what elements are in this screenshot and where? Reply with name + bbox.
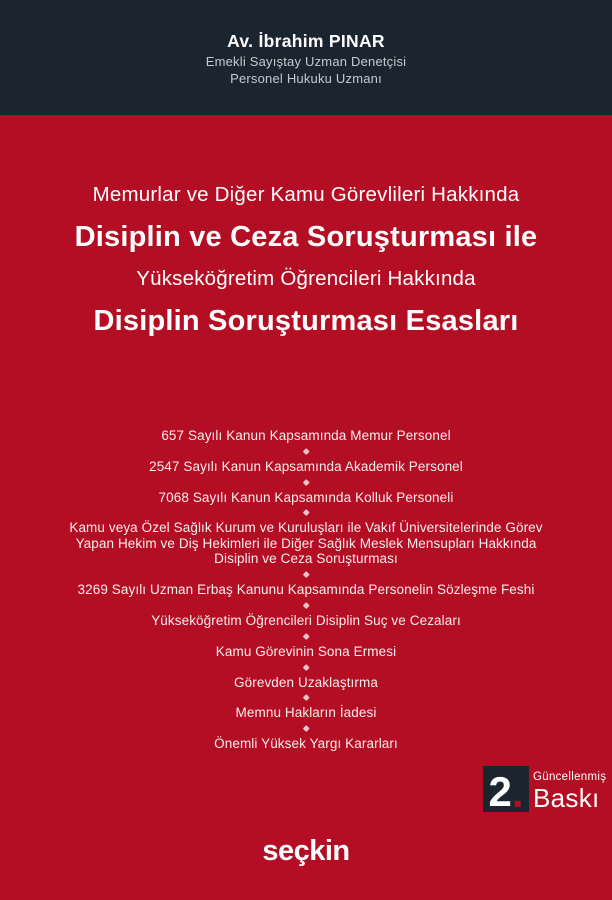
- edition-label-baski: Baskı: [533, 783, 600, 813]
- cover-body: [0, 174, 612, 867]
- edition-dot: .: [511, 769, 524, 812]
- diamond-icon: [303, 448, 309, 454]
- diamond-icon: [303, 695, 309, 701]
- title-line-memurlar: Memurlar ve Diğer Kamu Görevlileri Hakkında: [92, 183, 520, 206]
- topics-list: [0, 428, 612, 752]
- author-block: [0, 0, 612, 115]
- edition-number-box: [483, 766, 529, 812]
- diamond-separator-icon: [0, 628, 612, 643]
- topic-item: Yükseköğretim Öğrencileri Disiplin Suç ve Cezaları: [151, 612, 461, 628]
- diamond-icon: [303, 510, 309, 516]
- topic-item: 2547 Sayılı Kanun Kapsamında Akademik Personel: [149, 458, 463, 474]
- diamond-separator-icon: [0, 690, 612, 705]
- diamond-separator-icon: [0, 444, 612, 459]
- topic-item: Görevden Uzaklaştırma: [234, 674, 378, 690]
- diamond-icon: [303, 602, 309, 608]
- author-title-line2: Personel Hukuku Uzmanı: [230, 71, 382, 86]
- author-title-line1: Emekli Sayıştay Uzman Denetçisi: [205, 54, 407, 69]
- diamond-icon: [303, 725, 309, 731]
- title-line-sorusturma-esaslari: Disiplin Soruşturması Esasları: [93, 305, 519, 337]
- diamond-separator-icon: [0, 567, 612, 582]
- diamond-separator-icon: [0, 659, 612, 674]
- topic-item: Önemli Yüksek Yargı Kararları: [214, 736, 398, 752]
- diamond-icon: [303, 633, 309, 639]
- topic-item: Kamu veya Özel Sağlık Kurum ve Kuruluşları ile Vakıf Üniversitelerinde Görev Yapan Hekim ve Diş Hekimleri ile Diğer Sağlık Meslek Mensupları Hakkında Disiplin ve Ceza Soruşturması: [69, 520, 543, 567]
- author-name: Av. İbrahim PINAR: [227, 31, 385, 51]
- diamond-icon: [303, 571, 309, 577]
- title-line-disiplin-ceza: Disiplin ve Ceza Soruşturması ile: [74, 221, 538, 253]
- topic-item: 657 Sayılı Kanun Kapsamında Memur Personel: [161, 428, 451, 443]
- edition-number: 2: [488, 768, 512, 812]
- diamond-separator-icon: [0, 474, 612, 489]
- topic-item: 3269 Sayılı Uzman Erbaş Kanunu Kapsamında Personelin Sözleşme Feshi: [77, 582, 535, 598]
- edition-labels: [533, 766, 606, 812]
- diamond-separator-icon: [0, 598, 612, 613]
- edition-badge: [483, 766, 606, 812]
- diamond-separator-icon: [0, 721, 612, 736]
- topic-item: 7068 Sayılı Kanun Kapsamında Kolluk Personeli: [158, 489, 454, 505]
- edition-label-updated: Güncellenmiş: [533, 771, 607, 783]
- diamond-separator-icon: [0, 505, 612, 520]
- topic-item: Memnu Hakların İadesi: [235, 705, 377, 721]
- title-block: [0, 174, 612, 342]
- title-line-yuksekogretim: Yükseköğretim Öğrencileri Hakkında: [136, 267, 476, 290]
- diamond-icon: [303, 479, 309, 485]
- diamond-icon: [303, 664, 309, 670]
- topic-item: Kamu Görevinin Sona Ermesi: [215, 643, 397, 659]
- publisher-logo: seçkin: [262, 835, 350, 867]
